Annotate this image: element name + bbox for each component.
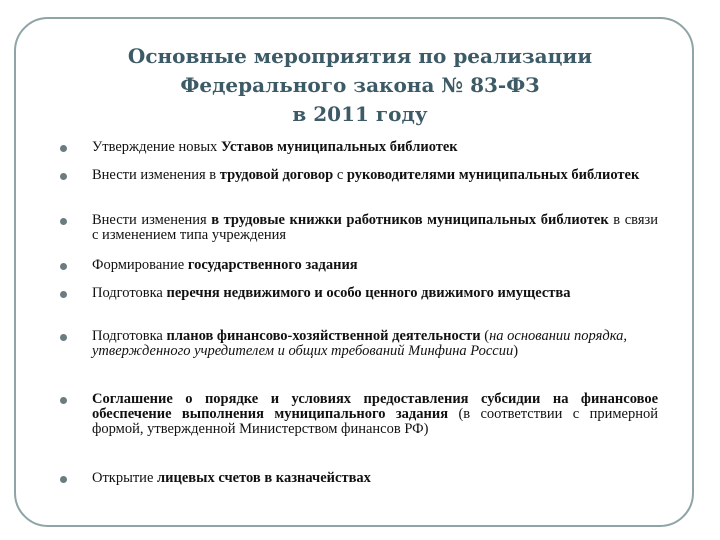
list-item-text: Подготовка планов финансово-хозяйственной деятельности (на основании порядка, утвержденного учредителем и общих требований Минфина России) (92, 328, 627, 359)
list-item-text: Открытие лицевых счетов в казначействах (92, 470, 371, 486)
list-item-text: Соглашение о порядке и условиях предоставления субсидии на финансовое обеспечение выполнения муниципального задания (в соответствии с примерной формой, утвержденной Министерством финансов РФ) (92, 391, 658, 437)
list-item-text: Внести изменения в трудовой договор с руководителями муниципальных библиотек (92, 167, 640, 183)
list-item-text: Внести изменения в трудовые книжки работников муниципальных библиотек в связи с изменением типа учреждения (92, 212, 658, 243)
list-item-text: Формирование государственного задания (92, 257, 358, 273)
bullet-icon (60, 145, 67, 152)
bullet-icon (60, 397, 67, 404)
title-line-1: Основные мероприятия по реализации (127, 44, 593, 68)
bullet-icon (60, 334, 67, 341)
bullet-icon (60, 173, 67, 180)
bullet-icon (60, 218, 67, 225)
bullet-icon (60, 291, 67, 298)
bullet-icon (60, 476, 67, 483)
title-line-2: Федерального закона № 83-ФЗ (180, 73, 540, 97)
title-line-3: в 2011 году (292, 102, 428, 126)
bullet-icon (60, 263, 67, 270)
list-item-text: Утверждение новых Уставов муниципальных библиотек (92, 139, 458, 155)
list-item-text: Подготовка перечня недвижимого и особо ценного движимого имущества (92, 285, 571, 301)
